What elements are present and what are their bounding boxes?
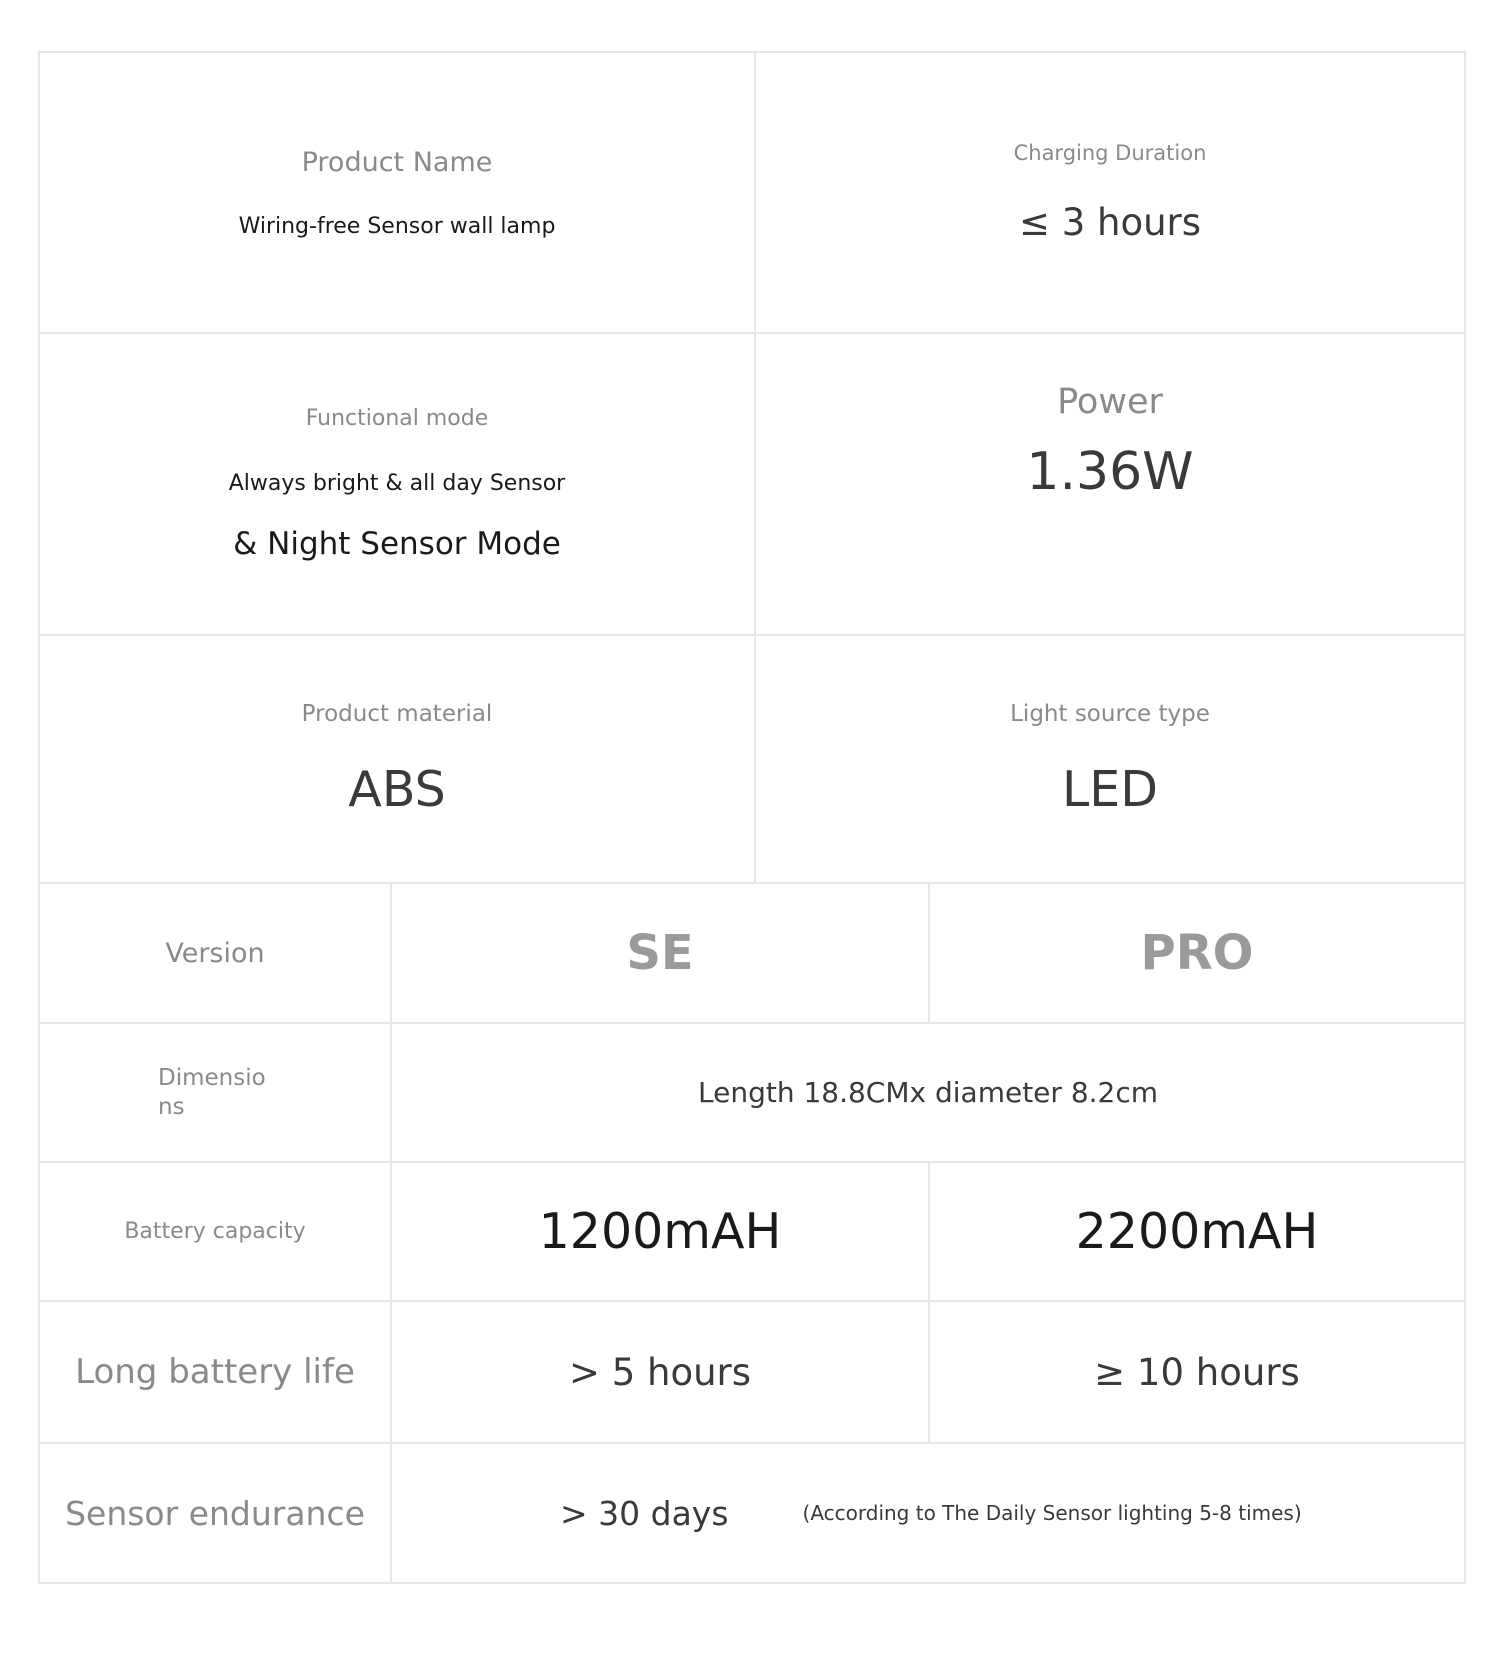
version-se-cell (392, 884, 928, 1022)
battery-capacity-label: Battery capacity (124, 1219, 306, 1244)
light-source-cell (756, 636, 1464, 882)
version-label: Version (165, 937, 265, 969)
product-material-value: ABS (348, 760, 446, 818)
battery-capacity-pro-cell (930, 1163, 1464, 1300)
product-name-cell (40, 53, 754, 332)
sensor-endurance-value: > 30 days (560, 1493, 729, 1533)
light-source-label: Light source type (1010, 700, 1210, 727)
version-se: SE (626, 925, 694, 981)
power-cell (756, 334, 1464, 634)
battery-capacity-label-cell (40, 1163, 390, 1300)
dimensions-value: Length 18.8CMx diameter 8.2cm (697, 1076, 1159, 1109)
product-material-label: Product material (301, 700, 493, 727)
battery-life-se-cell (392, 1302, 928, 1442)
sensor-endurance-note: (According to The Daily Sensor lighting 5-8 times) (802, 1501, 1302, 1525)
battery-life-label: Long battery life (75, 1352, 355, 1392)
spec-table (38, 51, 1466, 1584)
sensor-endurance-value-cell (392, 1444, 1464, 1582)
battery-life-pro-cell (930, 1302, 1464, 1442)
battery-life-pro: ≥ 10 hours (1094, 1350, 1300, 1394)
charging-duration-cell (756, 53, 1464, 332)
version-pro: PRO (1140, 925, 1254, 981)
sensor-endurance-label-cell (40, 1444, 390, 1582)
charging-duration-label: Charging Duration (1013, 141, 1207, 165)
power-value: 1.36W (1026, 442, 1194, 502)
functional-mode-label: Functional mode (305, 406, 489, 431)
version-pro-cell (930, 884, 1464, 1022)
battery-capacity-se: 1200mAH (538, 1203, 782, 1260)
dimensions-label-cell (40, 1024, 390, 1161)
charging-duration-value: ≤ 3 hours (1018, 201, 1202, 244)
dimensions-label-line2: ns (158, 1093, 185, 1120)
sensor-endurance-label: Sensor endurance (65, 1493, 365, 1533)
product-name-value: Wiring-free Sensor wall lamp (238, 213, 556, 239)
battery-life-label-cell (40, 1302, 390, 1442)
light-source-value: LED (1062, 760, 1158, 818)
product-material-cell (40, 636, 754, 882)
functional-mode-cell (40, 334, 754, 634)
battery-capacity-se-cell (392, 1163, 928, 1300)
version-label-cell (40, 884, 390, 1022)
battery-life-se: > 5 hours (568, 1350, 752, 1394)
dimensions-value-cell (392, 1024, 1464, 1161)
dimensions-label-line1: Dimensio (158, 1064, 266, 1091)
product-name-label: Product Name (301, 146, 493, 178)
battery-capacity-pro: 2200mAH (1075, 1203, 1319, 1260)
power-label: Power (1057, 382, 1163, 422)
functional-mode-value-line1: Always bright & all day Sensor (228, 471, 566, 496)
functional-mode-value-line2: & Night Sensor Mode (233, 526, 561, 562)
